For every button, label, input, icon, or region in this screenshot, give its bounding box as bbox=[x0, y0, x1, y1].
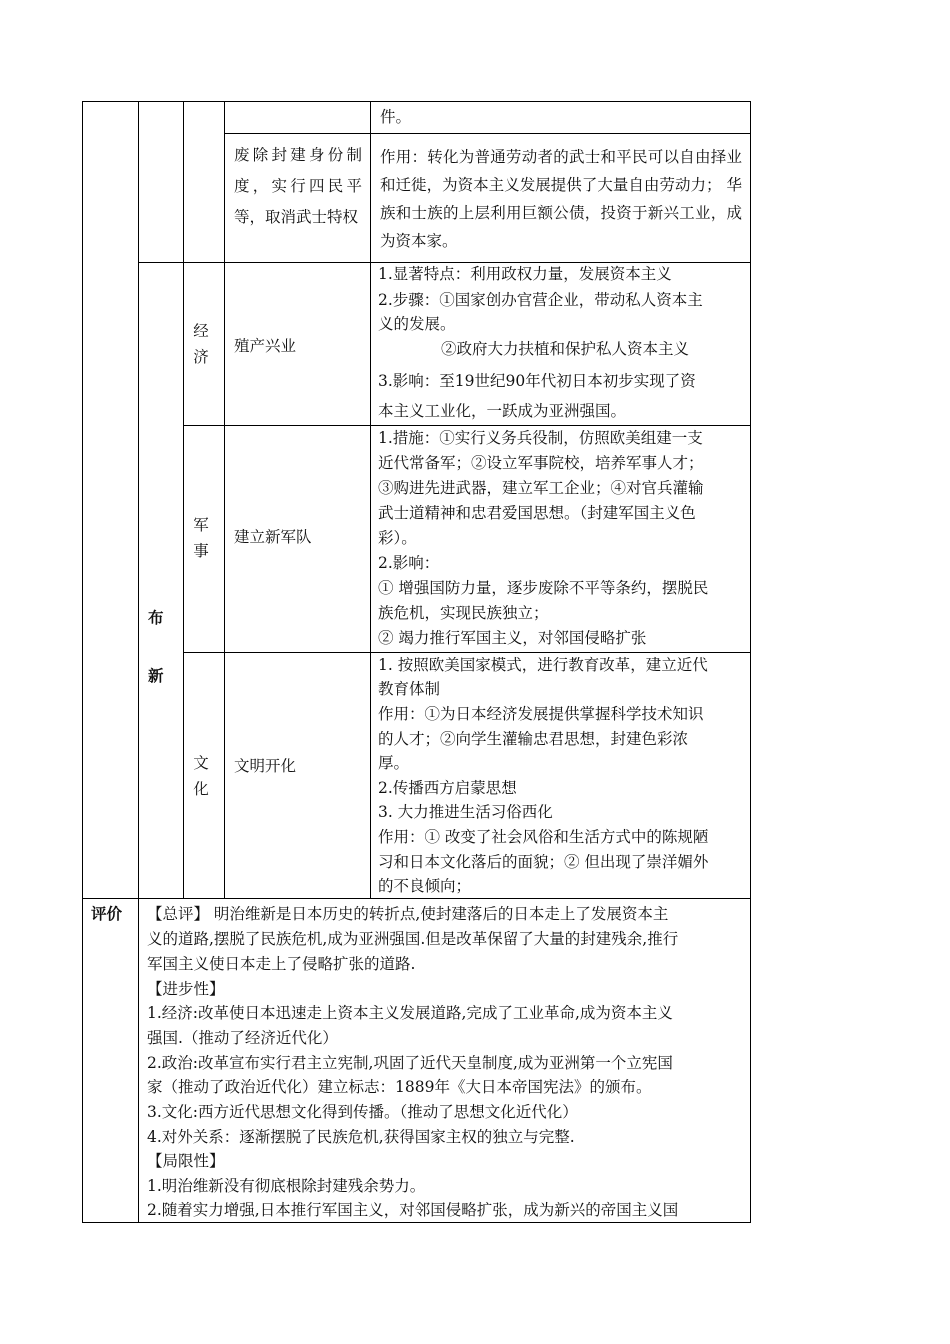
economy-line: 2.步骤：①国家创办官营企业，带动私人资本主 bbox=[378, 291, 703, 309]
section-label-xin: 新 bbox=[148, 667, 164, 685]
column-line bbox=[138, 898, 139, 1223]
evaluation-line: 1.明治维新没有彻底根除封建残余势力。 bbox=[147, 1177, 426, 1195]
evaluation-line: 4.对外关系：逐渐摆脱了民族危机,获得国家主权的独立与完整. bbox=[147, 1128, 575, 1146]
culture-line: 习和日本文化落后的面貌；② 但出现了崇洋媚外 bbox=[378, 853, 709, 871]
culture-line: 的不良倾向； bbox=[378, 877, 472, 895]
culture-line: 教育体制 bbox=[378, 680, 441, 698]
table-border-right bbox=[750, 101, 751, 1223]
culture-line: 厚。 bbox=[378, 754, 410, 772]
evaluation-line: 军国主义使日本走上了侵略扩张的道路. bbox=[147, 955, 416, 973]
economy-line: 本主义工业化，一跃成为亚洲强国。 bbox=[378, 402, 627, 420]
military-line: 族危机，实现民族独立； bbox=[378, 604, 549, 622]
economy-line: 1.显著特点：利用政权力量，发展资本主义 bbox=[378, 265, 672, 283]
economy-line: 3.影响：至19世纪90年代初日本初步实现了资 bbox=[378, 372, 696, 390]
measure-culture: 文明开化 bbox=[234, 757, 297, 775]
evaluation-line: 【局限性】 bbox=[147, 1152, 225, 1170]
evaluation-line: 【进步性】 bbox=[147, 980, 225, 998]
culture-line: 2.传播西方启蒙思想 bbox=[378, 779, 517, 797]
military-line: 彩）。 bbox=[378, 529, 417, 547]
culture-line: 的人才；②向学生灌输忠君思想，封建色彩浓 bbox=[378, 730, 689, 748]
evaluation-line: 家（推动了政治近代化）建立标志：1889年《大日本帝国宪法》的颁布。 bbox=[147, 1078, 652, 1096]
culture-line: 3. 大力推进生活习俗西化 bbox=[378, 803, 553, 821]
military-line: ② 竭力推行军国主义，对邻国侵略扩张 bbox=[378, 629, 647, 647]
row-line bbox=[82, 898, 751, 899]
evaluation-line: 3.文化:西方近代思想文化得到传播。（推动了思想文化近代化） bbox=[147, 1103, 578, 1121]
evaluation-label: 评价 bbox=[91, 905, 123, 923]
column-line bbox=[138, 101, 139, 898]
economy-line: 义的发展。 bbox=[378, 315, 456, 333]
evaluation-line: 义的道路,摆脱了民族危机,成为亚洲强国.但是改革保留了大量的封建残余,推行 bbox=[147, 930, 679, 948]
military-line: 武士道精神和忠君爱国思想。（封建军国主义色 bbox=[378, 504, 696, 522]
culture-line: 1. 按照欧美国家模式，进行教育改革，建立近代 bbox=[378, 656, 708, 674]
effect-abolish-status: 作用：转化为普通劳动者的武士和平民可以自由择业和迁徙，为资本主义发展提供了大量自由劳动力； 华族和士族的上层利用巨额公债，投资于新兴工业，成为资本家。 bbox=[380, 148, 742, 250]
column-line bbox=[183, 262, 184, 898]
evaluation-line: 强国.（推动了经济近代化） bbox=[147, 1029, 338, 1047]
measure-abolish-status: 废除封建身份制度，实行四民平等，取消武士特权 bbox=[234, 146, 362, 226]
military-line: ① 增强国防力量，逐步废除不平等条约，摆脱民 bbox=[378, 579, 709, 597]
culture-line: 作用：① 改变了社会风俗和生活方式中的陈规陋 bbox=[378, 828, 709, 846]
section-label-bu: 布 bbox=[148, 609, 164, 627]
military-line: 1.措施：①实行义务兵役制，仿照欧美组建一支 bbox=[378, 429, 703, 447]
culture-line: 作用：①为日本经济发展提供掌握科学技术知识 bbox=[378, 705, 704, 723]
column-line bbox=[183, 101, 184, 262]
military-line: 近代常备军；②设立军事院校，培养军事人才； bbox=[378, 454, 704, 472]
evaluation-line: 2.政治:改革宣布实行君主立宪制,巩固了近代天皇制度,成为亚洲第一个立宪国 bbox=[147, 1054, 673, 1072]
evaluation-line: 2.随着实力增强,日本推行军国主义，对邻国侵略扩张，成为新兴的帝国主义国 bbox=[147, 1201, 679, 1219]
category-culture: 文 化 bbox=[193, 754, 209, 798]
military-line: ③购进先进武器，建立军工企业；④对官兵灌输 bbox=[378, 479, 704, 497]
table-border-bottom bbox=[82, 1222, 751, 1223]
continued-text: 件。 bbox=[380, 108, 412, 126]
category-military: 军 事 bbox=[193, 516, 209, 560]
category-economy: 经 济 bbox=[193, 322, 209, 366]
military-line: 2.影响： bbox=[378, 554, 440, 572]
economy-line: ②政府大力扶植和保护私人资本主义 bbox=[441, 340, 690, 358]
evaluation-line: 1.经济:改革使日本迅速走上资本主义发展道路,完成了工业革命,成为资本主义 bbox=[147, 1004, 673, 1022]
measure-economy: 殖产兴业 bbox=[234, 337, 297, 355]
measure-military: 建立新军队 bbox=[234, 528, 312, 546]
column-line bbox=[370, 101, 371, 898]
evaluation-line: 【总评】 明治维新是日本历史的转折点,使封建落后的日本走上了发展资本主 bbox=[147, 905, 669, 923]
table-border-left bbox=[82, 101, 83, 1223]
table-border-top bbox=[82, 101, 751, 102]
row-line bbox=[224, 133, 751, 134]
column-line bbox=[224, 101, 225, 898]
